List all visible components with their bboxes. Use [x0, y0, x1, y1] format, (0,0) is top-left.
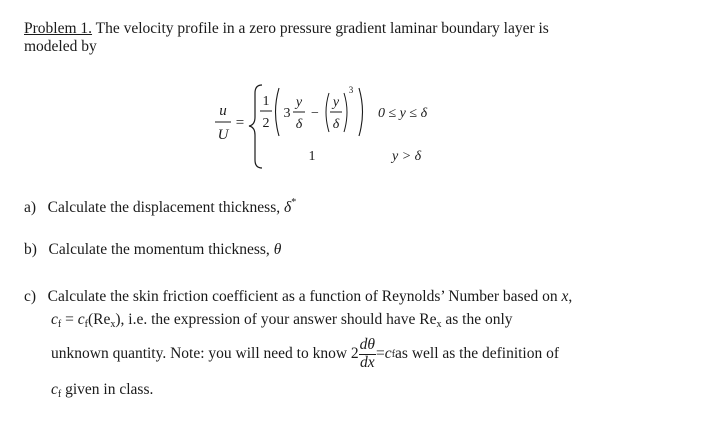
part-c-line1: c) Calculate the skin friction coefficient as a function of Reynolds’ Number based on x, — [24, 288, 573, 305]
y-over-delta2-num: y — [332, 95, 340, 110]
part-c-x-var: x — [561, 288, 569, 305]
part-b — [24, 241, 281, 259]
cases-brace — [249, 85, 262, 168]
part-b-text: Calculate the momentum thickness, — [48, 241, 270, 258]
part-c-line3: unknown quantity. Note: you will need to know 2 $\frac{d\theta}{dx}$ = c f as well as the definition of — [51, 336, 560, 371]
problem-statement-line2: modeled by — [24, 38, 97, 55]
part-c-letter: c) — [24, 288, 37, 305]
case1-condition: 0 ≤ y ≤ δ — [378, 106, 428, 121]
equals-sign: = — [235, 115, 245, 131]
y-over-delta-den: δ — [295, 117, 303, 132]
y-over-delta2-den: δ — [332, 117, 340, 132]
displacement-thickness-star: * — [291, 197, 297, 208]
part-a — [24, 197, 296, 217]
velocity-profile-equation — [0, 75, 460, 185]
momentum-thickness-symbol: θ — [273, 241, 282, 258]
problem-statement-line1 — [24, 20, 549, 38]
case2-condition: y > δ — [392, 149, 422, 164]
part-c-line2: $c_f = c_f(Re_x)$, i.e. the expression of your answer should have $Re_x$ as the only — [51, 311, 513, 330]
lhs-denominator: U — [217, 127, 229, 143]
cube-exponent: 3 — [348, 85, 354, 95]
part-a-text: Calculate the displacement thickness, — [47, 199, 281, 216]
case2-value: 1 — [308, 149, 316, 164]
lhs-numerator: u — [219, 103, 227, 119]
minus-sign: − — [311, 106, 319, 121]
displacement-thickness-symbol: δ — [283, 199, 292, 216]
part-c-line1-text: Calculate the skin friction coefficient as a function of Reynolds’ Number based on — [47, 288, 558, 305]
part-a-letter: a) — [24, 199, 37, 216]
dtheta-dx-fraction: $\frac{d\theta}{dx}$ — [359, 336, 376, 371]
coefficient-three: 3 — [283, 106, 291, 121]
problem-label: Problem 1. — [24, 20, 93, 37]
part-b-letter: b) — [24, 241, 37, 258]
part-c-line4: $c_f$ given in class. — [51, 381, 154, 400]
half-denominator: 2 — [262, 116, 270, 131]
problem-text: The velocity profile in a zero pressure gradient laminar boundary layer is — [95, 20, 549, 37]
half-numerator: 1 — [262, 94, 270, 109]
y-over-delta-num: y — [295, 95, 303, 110]
